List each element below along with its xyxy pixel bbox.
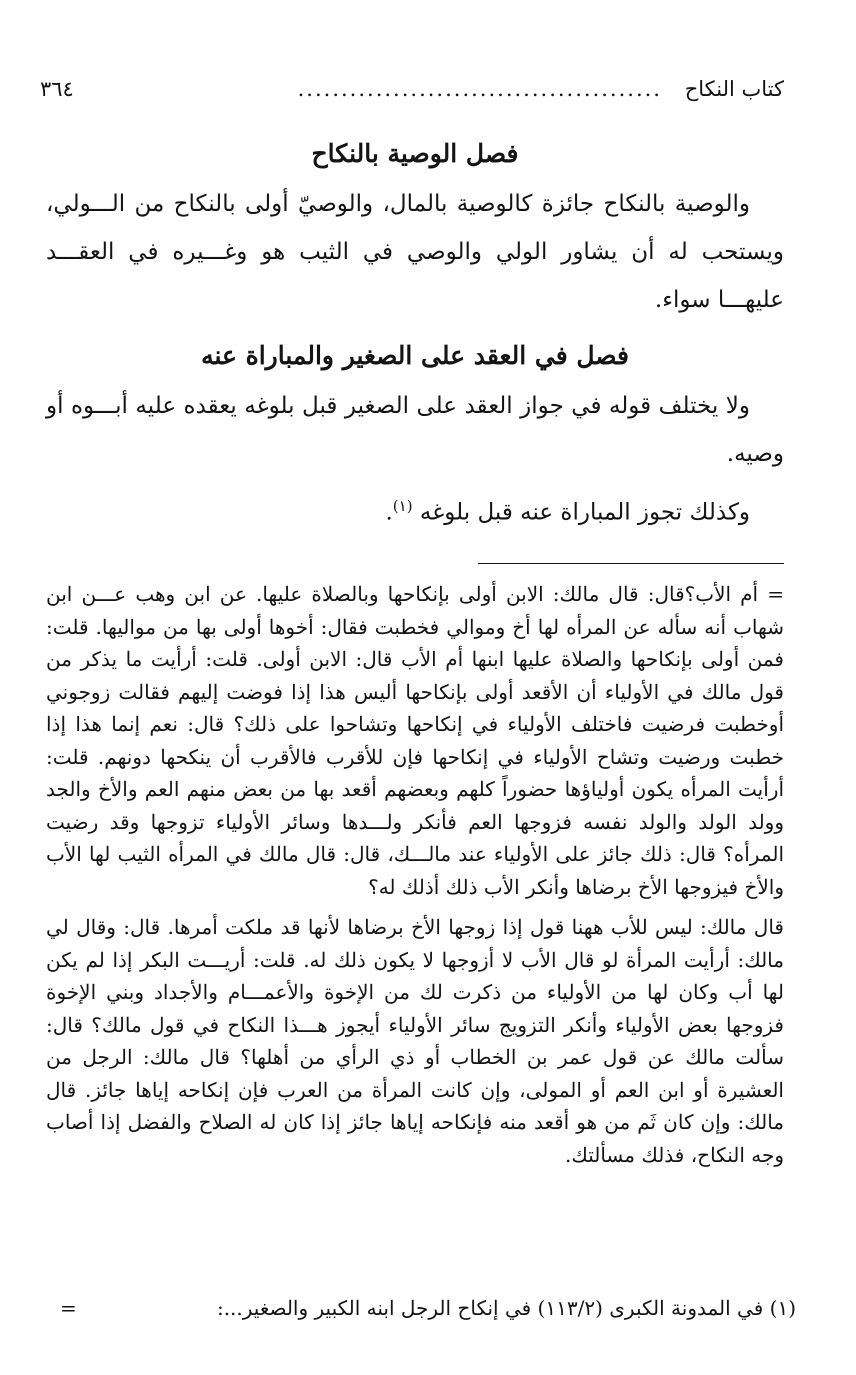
footnote-separator bbox=[478, 563, 784, 564]
footnote-text: (١) في المدونة الكبرى (١١٣/٢) في إنكاح الرجل ابنه الكبير والصغير...: bbox=[216, 1296, 796, 1320]
footnote bbox=[50, 1292, 796, 1328]
footnote-continuation-mark: = bbox=[60, 1296, 77, 1320]
main-text bbox=[46, 128, 784, 537]
note-paragraph: قال مالك: ليس للأب ههنا قول إذا زوجها الأخ برضاها لأنها قد ملكت أمرها. قال: وقال لي مالك: أرأيت المرأة لو قال الأب لا أزوجها لا يكون ذلك له. قلت: أريـــت البكر إذا لم يكن لها أب وكان لها من الأولياء من ذكرت لك من الإخوة والأعمـــام والأجداد وبني الإخوة فزوجها بعض الأولياء وأنكر التزويج سائر الأولياء أيجوز هـــذا النكاح في قول مالك؟ قال: سألت مالك عن قول عمر بن الخطاب أو ذي الرأي من أهلها؟ قال مالك: الرجل من العشيرة أو ابن العم أو المولى، وإن كانت المرأة من العرب فإن إنكاحه إياها جائز. قال مالك: وإن كان ثَم من هو أقعد منه فإنكاحه إياها جائز إذا كان له الصلاح والفضل إذا أصاب وجه النكاح، فذلك مسألتك. bbox=[46, 915, 784, 1167]
header-leader-dots: .......................................... bbox=[297, 77, 662, 101]
footnote-continuation bbox=[46, 578, 784, 1171]
running-header bbox=[40, 72, 784, 106]
page-number: ٣٦٤ bbox=[40, 77, 74, 101]
footnote-marker[interactable]: (١) bbox=[392, 497, 413, 515]
last-paragraph-end: . bbox=[385, 499, 393, 526]
note-paragraph: = أم الأب؟قال: قال مالك: الابن أولى بإنكاحها وبالصلاة عليها. عن ابن وهب عـــن ابن شهاب أنه سأله عن المرأه لها أخ وموالي فخطبت فقال: أخوها أولى بها من مواليها. قلت: فمن أولى بإنكاحها والصلاة عليها ابنها أم الأب قال: الابن أولى. قلت: أرأيت ما يذكر من قول مالك في الأولياء أن الأقعد أولى بإنكاحها أليس هذا إذا فوضت إليهم فقالت زوجوني أوخطبت فرضيت فاختلف الأولياء في إنكاحها وتشاحوا على ذلك؟ قال: نعم إنما هذا إذا خطبت ورضيت وتشاح الأولياء في إنكاحها فإن للأقرب فالأقرب أن ينكحها دونهم. قلت: أرأيت المرأه يكون أولياؤها حضوراً كلهم وبعضهم أقعد بها من بعض منهم العم والأخ والجد وولد الولد والولد نفسه فزوجها العم فأنكر ولـــدها وسائر الأولياء تزوجها وقد رضيت المرأه؟ قال: ذلك جائز على الأولياء عند مالـــك، قال: قال مالك في المرأه الثيب لها الأب والأخ فيزوجها الأخ برضاها وأنكر الأب ذلك أذلك له؟ bbox=[46, 582, 784, 899]
section-paragraph: والوصية بالنكاح جائزة كالوصية بالمال، والوصيّ أولى بالنكاح من الـــولي، ويستحب له أن يشاور الولي والوصي في الثيب هو وغـــيره في العقـــد عليهـــا سواء. bbox=[46, 191, 784, 313]
section-heading-minor: فصل في العقد على الصغير والمباراة عنه bbox=[201, 341, 629, 370]
last-paragraph-text: وكذلك تجوز المباراة عنه قبل بلوغه bbox=[419, 499, 750, 526]
section-heading-will: فصل الوصية بالنكاح bbox=[311, 139, 519, 168]
book-title: كتاب النكاح bbox=[684, 77, 784, 101]
section-paragraph: ولا يختلف قوله في جواز العقد على الصغير قبل بلوغه يعقده عليه أبـــوه أو وصيه. bbox=[46, 393, 784, 467]
last-paragraph bbox=[46, 482, 784, 537]
